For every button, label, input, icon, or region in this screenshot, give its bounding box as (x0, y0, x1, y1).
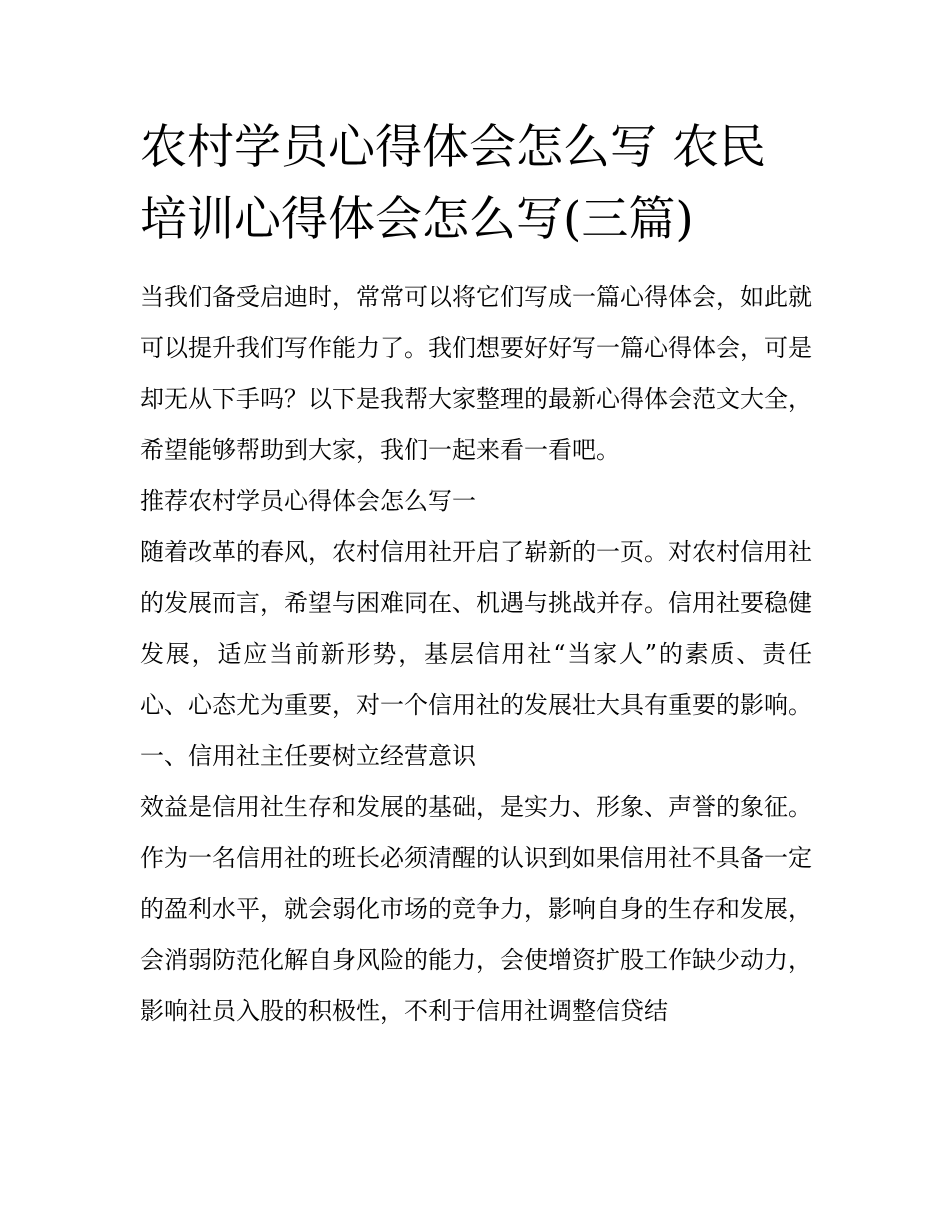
document-title: 农村学员心得体会怎么写 农民培训心得体会怎么写(三篇) (140, 120, 766, 247)
body-paragraph-reform: 随着改革的春风，农村信用社开启了崭新的一页。对农村信用社的发展而言，希望与困难同在、机遇与挑战并存。信用社要稳健发展，适应当前新形势，基层信用社“当家人”的素质、责任心、心态尤为重要，对一个信用社的发展壮大具有重要的影响。 (140, 538, 812, 719)
intro-paragraph: 当我们备受启迪时，常常可以将它们写成一篇心得体会，如此就可以提升我们写作能力了。我们想要好好写一篇心得体会，可是却无从下手吗？以下是我帮大家整理的最新心得体会范文大全，希望能够帮助到大家，我们一起来看一看吧。 (140, 283, 812, 464)
body-paragraph-benefit: 效益是信用社生存和发展的基础，是实力、形象、声誉的象征。作为一名信用社的班长必须清醒的认识到如果信用社不具备一定的盈利水平，就会弱化市场的竞争力，影响自身的生存和发展，会消弱防范化解自身风险的能力，会使增资扩股工作缺少动力，影响社员入股的积极性，不利于信用社调整信贷结 (140, 793, 812, 1025)
section-heading-management: 一、信用社主任要树立经营意识 (140, 742, 476, 770)
section-heading-recommend: 推荐农村学员心得体会怎么写一 (140, 487, 476, 515)
document-body (140, 112, 812, 1037)
